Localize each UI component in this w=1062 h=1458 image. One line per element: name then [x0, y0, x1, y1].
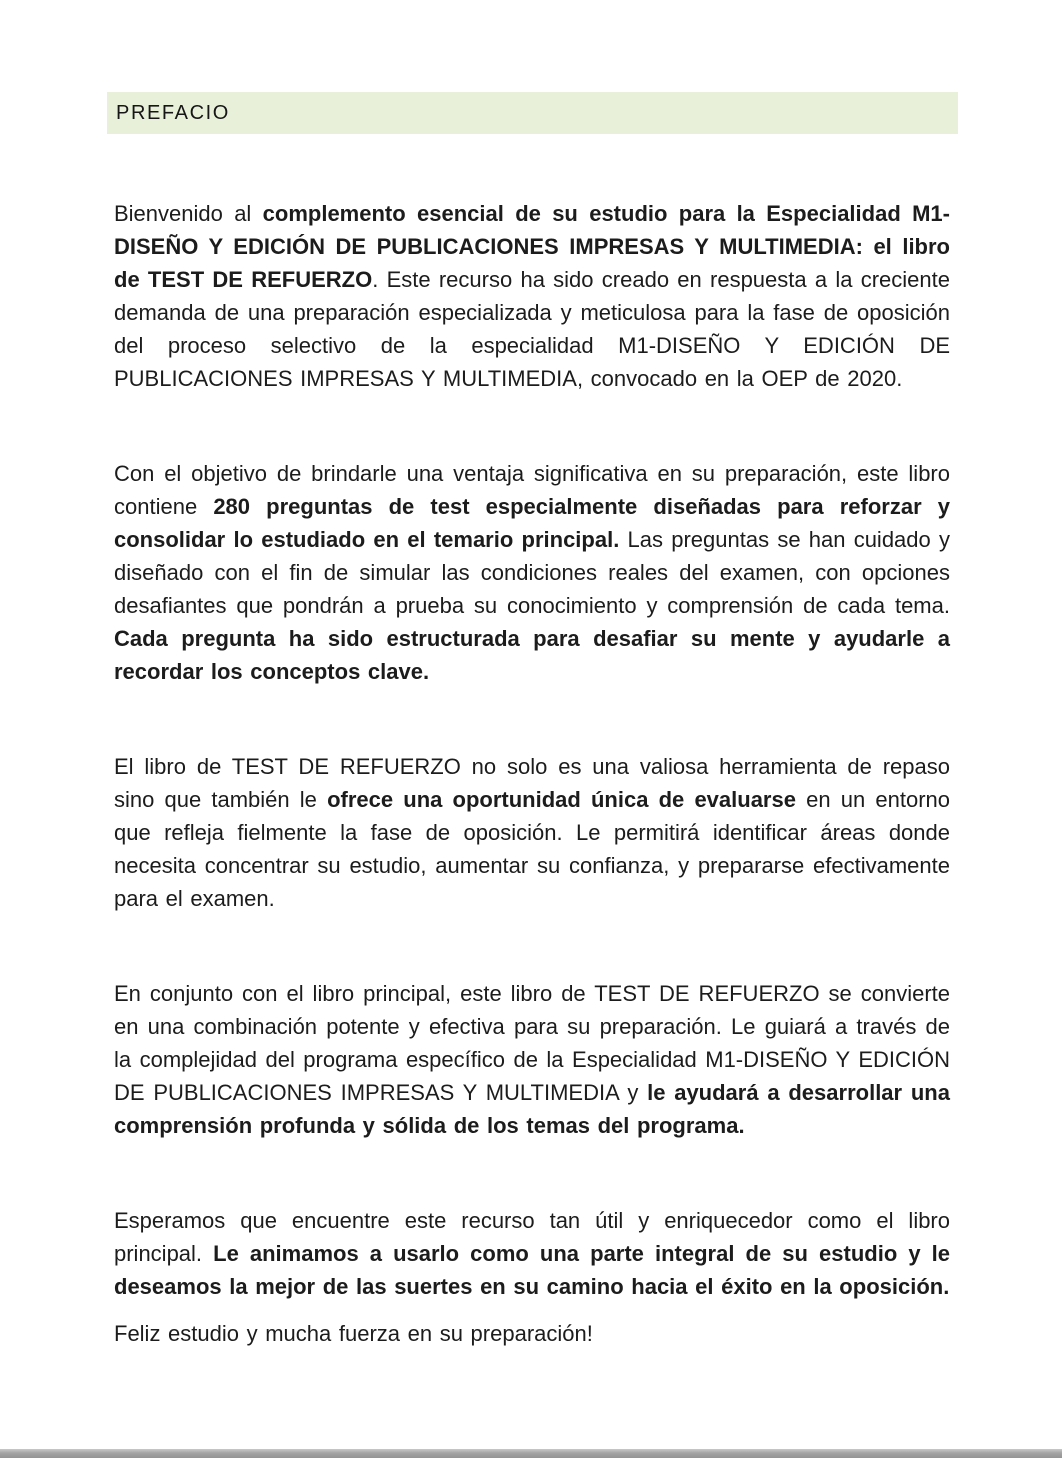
paragraph-objective — [114, 457, 950, 688]
text-run-bold: complemento esencial de su estudio para la Especialidad M1-DISEÑO Y EDICIÓN DE PUBLICACIONES IMPRESAS Y MULTIMEDIA: el libro de TEST DE REFUERZO — [114, 201, 950, 292]
text-run-bold: ofrece una oportunidad única de evaluarse — [327, 787, 796, 812]
text-run: El libro de TEST DE REFUERZO no solo es una valiosa herramienta de repaso sino que también le — [114, 754, 950, 812]
text-run: Feliz estudio y mucha fuerza en su preparación! — [114, 1321, 593, 1346]
document-body — [114, 197, 950, 1350]
text-run-bold: Cada pregunta ha sido estructurada para desafiar su mente y ayudarle a recordar los conceptos clave. — [114, 626, 950, 684]
text-run: . Este recurso ha sido creado en respuesta a la creciente demanda de una preparación especializada y meticulosa para la fase de oposición del proceso selectivo de la especialidad M1-DISEÑO Y EDICIÓN DE PUBLICACIONES IMPRESAS Y MULTIMEDIA, convocado en la OEP de 2020. — [114, 267, 951, 391]
text-run: Bienvenido al — [114, 201, 263, 226]
text-run-bold: 280 preguntas de test especialmente diseñadas para reforzar y consolidar lo estudiado en el temario principal. — [114, 494, 950, 552]
paragraph-combination — [114, 977, 950, 1142]
window-bottom-edge — [0, 1449, 1062, 1458]
text-run-bold: le ayudará a desarrollar una comprensión profunda y sólida de los temas del programa. — [114, 1080, 950, 1138]
text-run: Esperamos que encuentre este recurso tan útil y enriquecedor como el libro principal. — [114, 1208, 950, 1266]
section-heading-band — [107, 92, 958, 134]
text-run-bold: Le animamos a usarlo como una parte integral de su estudio y le deseamos la mejor de las suertes en su camino hacia el éxito en la oposición. — [114, 1241, 951, 1299]
document-page — [0, 92, 1062, 1458]
paragraph-welcome — [114, 197, 950, 395]
text-run: Con el objetivo de brindarle una ventaja significativa en su preparación, este libro contiene — [114, 461, 950, 519]
section-heading-label: PREFACIO — [116, 101, 230, 124]
paragraph-evaluation — [114, 750, 950, 915]
paragraph-farewell — [114, 1317, 950, 1350]
text-run: En conjunto con el libro principal, este libro de TEST DE REFUERZO se convierte en una combinación potente y efectiva para su preparación. Le guiará a través de la complejidad del programa específico de la Especialidad M1-DISEÑO Y EDICIÓN DE PUBLICACIONES IMPRESAS Y MULTIMEDIA y — [114, 981, 950, 1105]
text-run: en un entorno que refleja fielmente la fase de oposición. Le permitirá identificar áreas donde necesita concentrar su estudio, aumentar su confianza, y prepararse efectivamente para el examen. — [114, 787, 950, 911]
text-run: Las preguntas se han cuidado y diseñado con el fin de simular las condiciones reales del examen, con opciones desafiantes que pondrán a prueba su conocimiento y comprensión de cada tema. — [114, 527, 950, 618]
paragraph-closing — [114, 1204, 950, 1303]
